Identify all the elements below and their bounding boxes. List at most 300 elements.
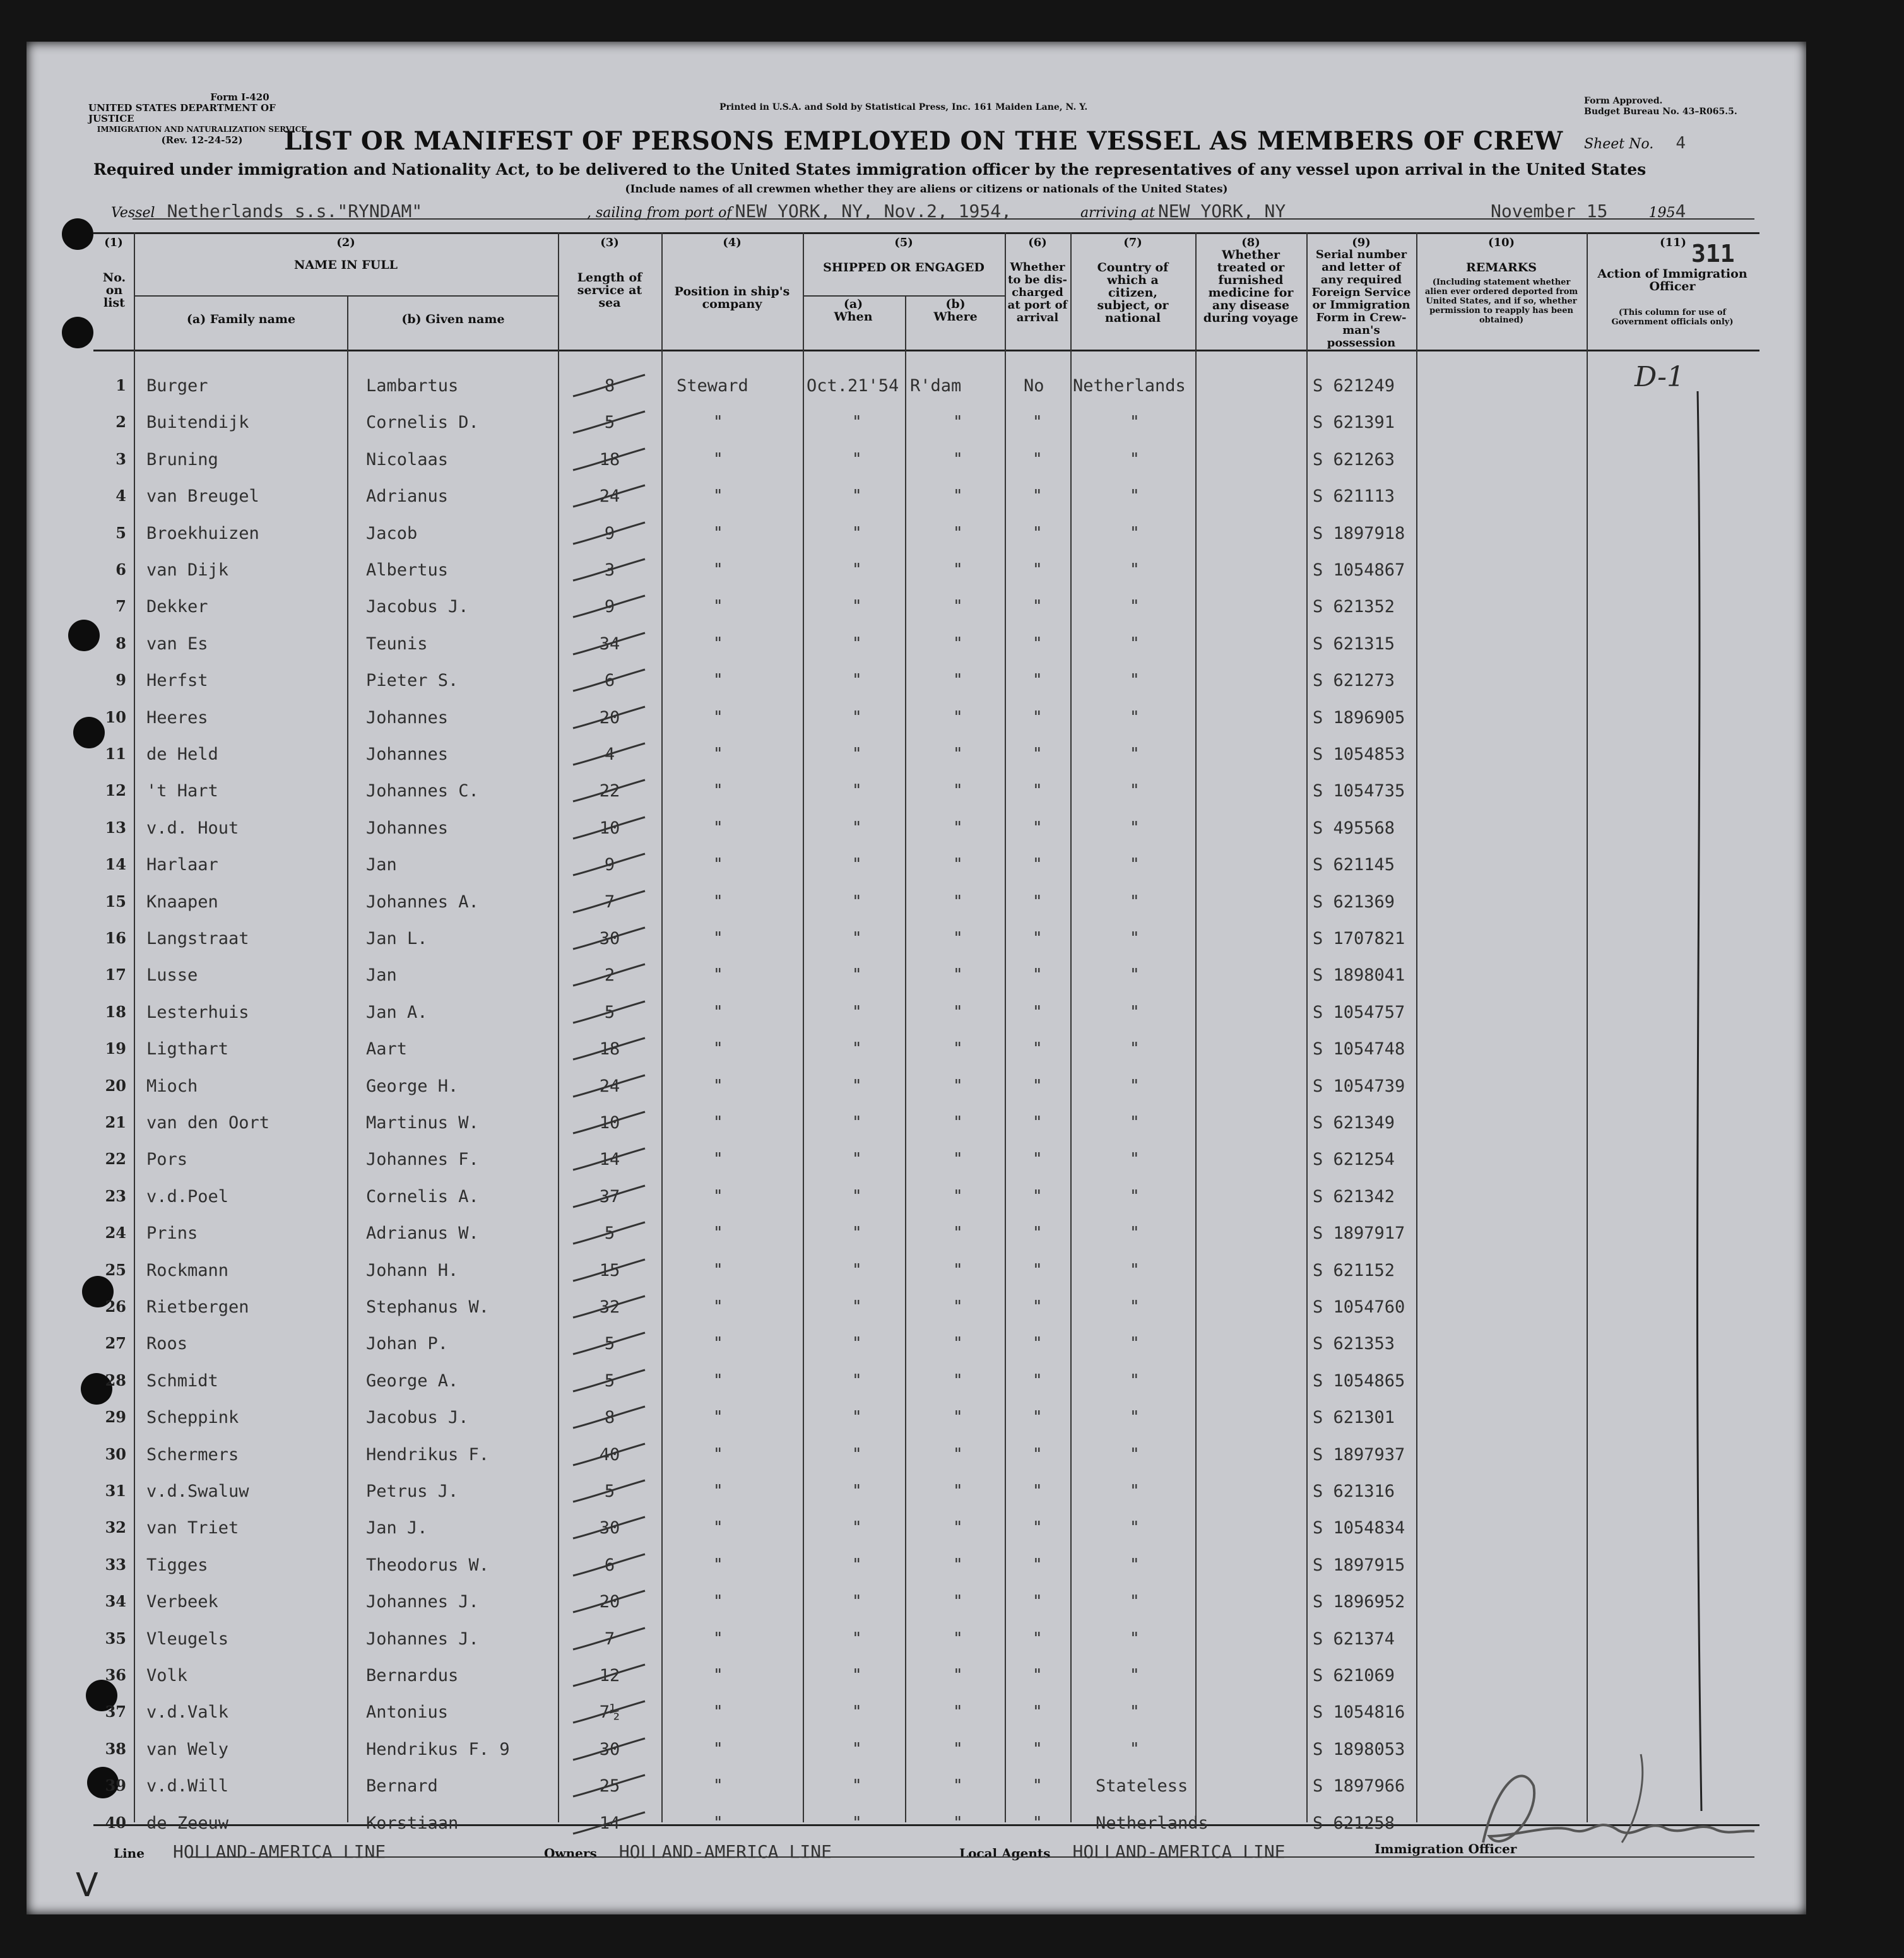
- service-strike-mark: [568, 667, 650, 696]
- service-years: 20: [599, 1592, 620, 1612]
- service-strike-mark: [568, 1478, 650, 1507]
- service-strike-mark: [568, 520, 650, 549]
- ditto-mark: ": [1032, 671, 1043, 690]
- arrival-date-value: November 15: [1491, 201, 1608, 221]
- service-strike-mark: [568, 1183, 650, 1212]
- family-name: Buitendijk: [146, 413, 249, 432]
- family-name: Rietbergen: [146, 1297, 249, 1317]
- given-name: Cornelis D.: [366, 413, 479, 432]
- service-strike-mark: [568, 372, 650, 401]
- ditto-mark: ": [713, 1776, 723, 1795]
- row-number: 1: [115, 376, 126, 394]
- ditto-mark: ": [1032, 1334, 1043, 1353]
- row-number: 13: [105, 818, 126, 837]
- service-strike-mark: [568, 925, 650, 954]
- ditto-mark: ": [953, 929, 963, 948]
- col-6-header: Whether to be dis-charged at port of arrival: [1007, 261, 1068, 324]
- sailing-label: , sailing from port of: [587, 205, 732, 221]
- col-3-header: Length of service at sea: [577, 271, 642, 310]
- ditto-mark: ": [953, 818, 963, 837]
- service-years: 30: [599, 1740, 620, 1759]
- ditto-mark: ": [1032, 1003, 1043, 1022]
- column-rule: [347, 297, 348, 1822]
- service-years: 2: [604, 965, 615, 985]
- service-strike-mark: [568, 741, 650, 770]
- shipped-where: R'dam: [910, 376, 962, 396]
- row-number: 40: [105, 1814, 126, 1832]
- family-name: Tigges: [146, 1555, 208, 1575]
- serial-number: S 621352: [1313, 597, 1395, 616]
- given-name: Johannes F.: [366, 1150, 479, 1169]
- ditto-mark: ": [953, 487, 963, 505]
- ditto-mark: ": [1032, 1740, 1043, 1759]
- service-strike-mark: [568, 815, 650, 844]
- column-rule: [1587, 232, 1588, 1822]
- ditto-mark: ": [1130, 1150, 1140, 1169]
- ditto-mark: ": [852, 634, 862, 653]
- serial-number: S 1054757: [1313, 1003, 1405, 1022]
- ditto-mark: ": [713, 1592, 723, 1611]
- given-name: Adrianus: [366, 487, 449, 506]
- ditto-mark: ": [713, 1482, 723, 1501]
- ditto-mark: ": [1032, 1113, 1043, 1132]
- family-name: Harlaar: [146, 855, 218, 875]
- immigration-action: D-1: [1635, 361, 1684, 393]
- serial-number: S 621152: [1313, 1261, 1395, 1280]
- ditto-mark: ": [953, 1740, 963, 1759]
- given-name: Korstiaan: [366, 1814, 459, 1833]
- ditto-mark: ": [852, 1814, 862, 1832]
- family-name: van den Oort: [146, 1113, 270, 1133]
- ditto-mark: ": [852, 1518, 862, 1537]
- ditto-mark: ": [852, 487, 862, 505]
- col-5-number: (5): [894, 236, 913, 249]
- arriving-value: NEW YORK, NY: [1157, 201, 1286, 221]
- col-5a-header: (a) When: [834, 297, 873, 324]
- ditto-mark: ": [1130, 1003, 1140, 1022]
- col-6-number: (6): [1028, 236, 1047, 249]
- ditto-mark: ": [713, 1555, 723, 1574]
- ditto-mark: ": [1032, 1555, 1043, 1574]
- ditto-mark: ": [953, 597, 963, 616]
- family-name: Ligthart: [146, 1039, 229, 1059]
- service-years: 5: [604, 1224, 615, 1243]
- service-strike-mark: [568, 1699, 650, 1728]
- ditto-mark: ": [852, 560, 862, 579]
- row-number: 30: [105, 1445, 126, 1463]
- ditto-mark: ": [852, 1187, 862, 1206]
- given-name: Jan A.: [366, 1003, 428, 1022]
- ditto-mark: ": [953, 1297, 963, 1316]
- family-name: Schmidt: [146, 1371, 218, 1391]
- row-number: 17: [105, 965, 126, 984]
- ditto-mark: ": [852, 929, 862, 948]
- service-strike-mark: [568, 1294, 650, 1323]
- col-1-number: (1): [104, 236, 123, 249]
- serial-number: S 1898053: [1313, 1740, 1405, 1759]
- given-name: Martinus W.: [366, 1113, 479, 1133]
- given-name: Theodorus W.: [366, 1555, 490, 1575]
- service-strike-mark: [568, 1441, 650, 1470]
- service-strike-mark: [568, 630, 650, 659]
- ditto-mark: ": [953, 1408, 963, 1427]
- row-number: 12: [105, 781, 126, 799]
- row-number: 7: [115, 597, 126, 615]
- row-number: 21: [105, 1113, 126, 1131]
- ditto-mark: ": [713, 1297, 723, 1316]
- service-years: 8: [604, 1408, 615, 1427]
- column-rule: [1195, 232, 1197, 1822]
- ditto-mark: ": [713, 671, 723, 690]
- header-rule: [93, 350, 1759, 351]
- ditto-mark: ": [852, 1592, 862, 1611]
- service-strike-mark: [568, 962, 650, 991]
- service-years: 10: [599, 818, 620, 838]
- col-9-number: (9): [1352, 236, 1371, 249]
- family-name: v.d.Will: [146, 1776, 229, 1796]
- col-8-header: Whether treated or furnished medicine for any disease during voyage: [1203, 248, 1299, 325]
- row-number: 4: [115, 487, 126, 505]
- family-name: Pors: [146, 1150, 188, 1169]
- ditto-mark: ": [1032, 634, 1043, 653]
- ditto-mark: ": [953, 1629, 963, 1648]
- given-name: Adrianus W.: [366, 1224, 479, 1243]
- ditto-mark: ": [1130, 1334, 1140, 1353]
- ditto-mark: ": [713, 634, 723, 653]
- line-value: HOLLAND-AMERICA LINE: [173, 1841, 386, 1862]
- ditto-mark: ": [953, 1776, 963, 1795]
- punch-hole: [62, 317, 93, 348]
- ditto-mark: ": [953, 413, 963, 432]
- ditto-mark: ": [713, 1371, 723, 1390]
- ditto-mark: ": [713, 560, 723, 579]
- ditto-mark: ": [1032, 818, 1043, 837]
- ditto-mark: ": [852, 1445, 862, 1464]
- ditto-mark: ": [1130, 708, 1140, 727]
- serial-number: S 621273: [1313, 671, 1395, 690]
- col-2-header: NAME IN FULL: [294, 258, 398, 272]
- family-name: Mioch: [146, 1076, 198, 1096]
- ditto-mark: ": [953, 1555, 963, 1574]
- row-number: 24: [105, 1224, 126, 1242]
- given-name: Hendrikus F.: [366, 1445, 490, 1465]
- ditto-mark: ": [1032, 524, 1043, 543]
- given-name: Cornelis A.: [366, 1187, 479, 1206]
- row-number: 3: [115, 450, 126, 468]
- row-number: 5: [115, 524, 126, 542]
- ditto-mark: ": [1032, 1224, 1043, 1242]
- sheet-number: [1584, 134, 1686, 153]
- ditto-mark: ": [1032, 1297, 1043, 1316]
- service-years: 20: [599, 708, 620, 728]
- ditto-mark: ": [852, 671, 862, 690]
- given-name: Johannes J.: [366, 1592, 479, 1612]
- ditto-mark: ": [713, 929, 723, 948]
- ditto-mark: ": [953, 1187, 963, 1206]
- year-prefix: 195: [1648, 205, 1676, 221]
- serial-number: S 1054739: [1313, 1076, 1405, 1096]
- ditto-mark: ": [713, 781, 723, 800]
- family-name: v.d.Swaluw: [146, 1482, 249, 1501]
- ditto-mark: ": [852, 965, 862, 984]
- owners-field: [544, 1841, 832, 1862]
- service-strike-mark: [568, 1257, 650, 1286]
- ditto-mark: ": [1130, 1518, 1140, 1537]
- service-strike-mark: [568, 1073, 650, 1102]
- row-number: 33: [105, 1555, 126, 1574]
- given-name: Aart: [366, 1039, 408, 1059]
- sheet-number-label: Sheet No.: [1584, 136, 1654, 152]
- ditto-mark: ": [1130, 818, 1140, 837]
- ditto-mark: ": [1032, 1408, 1043, 1427]
- serial-number: S 1054748: [1313, 1039, 1405, 1059]
- ditto-mark: ": [852, 892, 862, 911]
- service-strike-mark: [568, 851, 650, 880]
- ditto-mark: ": [953, 1224, 963, 1242]
- family-name: Rockmann: [146, 1261, 229, 1280]
- row-number: 26: [105, 1297, 126, 1316]
- service-years: 30: [599, 1518, 620, 1538]
- service-strike-mark: [568, 1810, 650, 1839]
- given-name: Jacobus J.: [366, 1408, 469, 1427]
- vessel-label: Vessel: [111, 205, 155, 221]
- col-10-number: (10): [1487, 236, 1515, 249]
- family-name: Roos: [146, 1334, 188, 1353]
- ditto-mark: ": [1130, 1187, 1140, 1206]
- col-2-number: (2): [336, 236, 355, 249]
- ditto-mark: ": [1130, 413, 1140, 432]
- form-revision: (Rev. 12-24-52): [161, 134, 243, 146]
- ditto-mark: ": [1032, 1150, 1043, 1169]
- ditto-mark: ": [1032, 560, 1043, 579]
- serial-number: S 621374: [1313, 1629, 1395, 1649]
- given-name: Johann H.: [366, 1261, 459, 1280]
- ditto-mark: ": [852, 1224, 862, 1242]
- ditto-mark: ": [1032, 781, 1043, 800]
- ditto-mark: ": [713, 965, 723, 984]
- ditto-mark: ": [713, 413, 723, 432]
- col-2b-header: (b) Given name: [401, 312, 505, 326]
- ditto-mark: ": [953, 524, 963, 543]
- ditto-mark: ": [1032, 1039, 1043, 1058]
- row-number: 29: [105, 1408, 126, 1426]
- ditto-mark: ": [713, 1445, 723, 1464]
- serial-number: S 621301: [1313, 1408, 1395, 1427]
- given-name: Johannes: [366, 708, 449, 728]
- ditto-mark: ": [852, 1371, 862, 1390]
- row-number: 23: [105, 1187, 126, 1205]
- ditto-mark: ": [1032, 1187, 1043, 1206]
- ditto-mark: ": [1130, 1297, 1140, 1316]
- serial-number: S 621258: [1313, 1814, 1395, 1833]
- ditto-mark: ": [713, 1666, 723, 1685]
- ditto-mark: ": [713, 1740, 723, 1759]
- ditto-mark: ": [953, 1592, 963, 1611]
- service-years: 24: [599, 487, 620, 506]
- row-number: 8: [115, 634, 126, 652]
- serial-number: S 621315: [1313, 634, 1395, 654]
- family-name: 't Hart: [146, 781, 218, 801]
- given-name: Johannes: [366, 745, 449, 764]
- given-name: Jan L.: [366, 929, 428, 948]
- row-number: 39: [105, 1776, 126, 1795]
- ditto-mark: ": [953, 1334, 963, 1353]
- serial-number: S 621249: [1313, 376, 1395, 396]
- given-name: Johannes J.: [366, 1629, 479, 1649]
- service-years: 18: [599, 1039, 620, 1059]
- ditto-mark: ": [953, 1482, 963, 1501]
- serial-number: S 621113: [1313, 487, 1395, 506]
- given-name: George H.: [366, 1076, 459, 1096]
- family-name: van Es: [146, 634, 208, 654]
- service-years: 9: [604, 524, 615, 543]
- ditto-mark: ": [1130, 745, 1140, 764]
- serial-number: S 1054735: [1313, 781, 1405, 801]
- given-name: Johannes: [366, 818, 449, 838]
- family-name: v.d.Poel: [146, 1187, 229, 1206]
- column-rule: [1005, 232, 1006, 1822]
- officer-field: [1375, 1841, 1517, 1856]
- ditto-mark: ": [713, 818, 723, 837]
- ditto-mark: ": [1130, 1555, 1140, 1574]
- ditto-mark: ": [953, 1003, 963, 1022]
- col-11-note: (This column for use of Government officials only): [1611, 308, 1734, 327]
- ditto-mark: ": [1130, 487, 1140, 505]
- family-name: Heeres: [146, 708, 208, 728]
- ditto-mark: ": [1130, 1076, 1140, 1095]
- row-number: 20: [105, 1076, 126, 1095]
- service-strike-mark: [568, 888, 650, 917]
- ditto-mark: ": [1032, 1629, 1043, 1648]
- manifest-title: LIST OR MANIFEST OF PERSONS EMPLOYED ON THE VESSEL AS MEMBERS OF CREW: [284, 126, 1563, 156]
- ditto-mark: ": [1130, 1039, 1140, 1058]
- service-years: 9: [604, 855, 615, 875]
- family-name: Burger: [146, 376, 208, 396]
- ditto-mark: ": [1130, 1408, 1140, 1427]
- service-years: 40: [599, 1445, 620, 1465]
- col-10-note: (Including statement whether alien ever ordered deported from United States, and if so, whether permission to reapply has been obtained): [1424, 278, 1578, 325]
- service-years: 5: [604, 413, 615, 432]
- service-years: 4: [604, 745, 615, 764]
- given-name: Lambartus: [366, 376, 459, 396]
- row-number: 14: [105, 855, 126, 873]
- serial-number: S 1897966: [1313, 1776, 1405, 1796]
- ditto-mark: ": [1130, 1261, 1140, 1280]
- serial-number: S 1054816: [1313, 1702, 1405, 1722]
- serial-number: S 621391: [1313, 413, 1395, 432]
- col-8-number: (8): [1241, 236, 1260, 249]
- table-frame: [93, 232, 1759, 1826]
- ditto-mark: ": [1130, 855, 1140, 874]
- ditto-mark: ": [1032, 1445, 1043, 1464]
- service-years: 14: [599, 1814, 620, 1833]
- ditto-mark: ": [852, 1740, 862, 1759]
- row-number: 9: [115, 671, 126, 689]
- family-name: Vleugels: [146, 1629, 229, 1649]
- check-mark: V: [76, 1867, 98, 1904]
- serial-number: S 621349: [1313, 1113, 1395, 1133]
- given-name: Johannes A.: [366, 892, 479, 912]
- ditto-mark: ": [852, 413, 862, 432]
- agents-field: [959, 1841, 1286, 1862]
- given-name: Johannes C.: [366, 781, 479, 801]
- row-number: 27: [105, 1334, 126, 1352]
- service-years: 7½: [599, 1702, 620, 1722]
- service-strike-mark: [568, 557, 650, 586]
- service-years: 24: [599, 1076, 620, 1096]
- family-name: Scheppink: [146, 1408, 239, 1427]
- serial-number: S 1054834: [1313, 1518, 1405, 1538]
- service-years: 32: [599, 1297, 620, 1317]
- given-name: Petrus J.: [366, 1482, 459, 1501]
- ditto-mark: ": [953, 1518, 963, 1537]
- family-name: Lesterhuis: [146, 1003, 249, 1022]
- serial-number: S 1707821: [1313, 929, 1405, 948]
- given-name: Bernardus: [366, 1666, 459, 1685]
- department-name: UNITED STATES DEPARTMENT OF JUSTICE: [88, 102, 276, 124]
- ditto-mark: ": [1032, 1261, 1043, 1280]
- vessel-line-rule: [133, 218, 1754, 220]
- discharged-value: No: [1024, 376, 1044, 396]
- col-2a-header: (a) Family name: [186, 312, 296, 326]
- ditto-mark: ": [953, 1814, 963, 1832]
- line-label: Line: [114, 1846, 145, 1861]
- ditto-mark: ": [953, 708, 963, 727]
- given-name: Albertus: [366, 560, 449, 580]
- family-name: van Dijk: [146, 560, 229, 580]
- column-rule: [558, 232, 559, 1822]
- service-strike-mark: [568, 409, 650, 438]
- ditto-mark: ": [713, 1224, 723, 1242]
- family-name: van Wely: [146, 1740, 229, 1759]
- row-number: 22: [105, 1150, 126, 1168]
- serial-number: S 621369: [1313, 892, 1395, 912]
- row-number: 2: [115, 413, 126, 431]
- owners-value: HOLLAND-AMERICA LINE: [618, 1841, 832, 1862]
- family-name: Dekker: [146, 597, 208, 616]
- ditto-mark: ": [1130, 1482, 1140, 1501]
- serial-number: S 621342: [1313, 1187, 1395, 1206]
- col-10-header: REMARKS: [1465, 261, 1537, 274]
- ditto-mark: ": [1130, 1629, 1140, 1648]
- family-name: Prins: [146, 1224, 198, 1243]
- owners-label: Owners: [544, 1846, 597, 1861]
- service-strike-mark: [568, 777, 650, 806]
- row-number: 37: [105, 1702, 126, 1721]
- ditto-mark: ": [852, 708, 862, 727]
- column-rule: [803, 232, 804, 1822]
- service-strike-mark: [568, 1035, 650, 1065]
- family-name: v.d. Hout: [146, 818, 239, 838]
- ditto-mark: ": [953, 1150, 963, 1169]
- ditto-mark: ": [852, 524, 862, 543]
- serial-number: S 1054853: [1313, 745, 1405, 764]
- service-years: 34: [599, 634, 620, 654]
- ditto-mark: ": [1130, 929, 1140, 948]
- col-11-number: (11): [1659, 236, 1687, 249]
- serial-number: S 1898041: [1313, 965, 1405, 985]
- ditto-mark: ": [1032, 450, 1043, 469]
- ditto-mark: ": [852, 1334, 862, 1353]
- family-name: Herfst: [146, 671, 208, 690]
- row-number: 18: [105, 1003, 126, 1021]
- printer-note: Printed in U.S.A. and Sold by Statistical Press, Inc. 161 Maiden Lane, N. Y.: [719, 102, 1088, 112]
- family-name: Volk: [146, 1666, 188, 1685]
- ditto-mark: ": [1032, 1371, 1043, 1390]
- year-value: 4: [1675, 201, 1686, 221]
- ditto-mark: ": [953, 892, 963, 911]
- column-rule: [1416, 232, 1417, 1822]
